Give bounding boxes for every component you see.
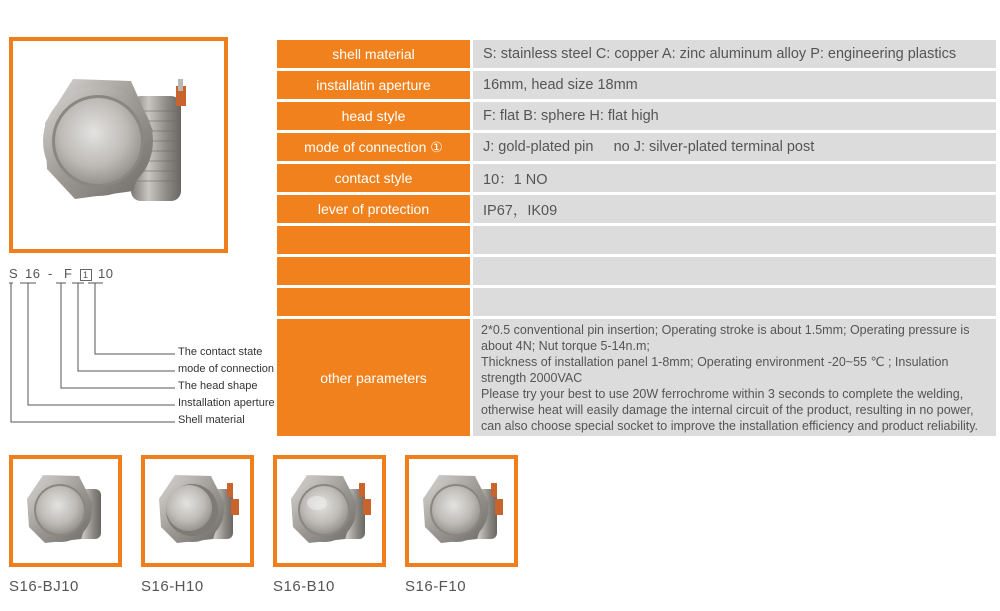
legend-head-shape: The head shape <box>178 380 258 392</box>
thumb-h10[interactable] <box>141 455 254 567</box>
pn-s: S <box>9 266 19 281</box>
spec-row <box>277 195 996 223</box>
thumb-label-f10: S16-F10 <box>405 578 467 595</box>
button-sphere-icon <box>277 459 382 563</box>
thumb-label-h10: S16-H10 <box>141 578 204 595</box>
pn-ten: 10 <box>98 266 114 281</box>
legend-connection: mode of connection <box>178 363 275 375</box>
spec-row-empty <box>277 226 996 254</box>
thumb-f10[interactable] <box>405 455 518 567</box>
pn-f: F <box>64 266 73 281</box>
spec-label: shell material <box>277 40 470 68</box>
spec-row-empty <box>277 288 996 316</box>
spec-label: contact style <box>277 164 470 192</box>
spec-value: IP67，IK09 <box>470 195 996 223</box>
spec-value: 16mm, head size 18mm <box>470 71 996 99</box>
legend-contact-state: The contact state <box>178 346 263 358</box>
spec-table <box>277 37 996 439</box>
legend-shell: Shell material <box>178 414 245 426</box>
spec-label: mode of connection ① <box>277 133 470 161</box>
pn-num: 16 <box>25 266 41 281</box>
button-flat-high-icon <box>145 459 250 563</box>
spec-row <box>277 40 996 68</box>
thumb-bj10[interactable] <box>9 455 122 567</box>
thumb-b10[interactable] <box>273 455 386 567</box>
spec-value: 10：1 NO <box>470 164 996 192</box>
spec-label-empty <box>277 226 470 254</box>
spec-row-empty <box>277 257 996 285</box>
spec-label-empty <box>277 288 470 316</box>
spec-row <box>277 71 996 99</box>
spec-label: head style <box>277 102 470 130</box>
spec-row <box>277 102 996 130</box>
other-line: 2*0.5 conventional pin insertion; Operating stroke is about 1.5mm; Operating pressure is about 4N; Nut torque 5-14n.m; <box>481 322 970 353</box>
pn-dash: - <box>48 266 53 281</box>
spec-label: installatin aperture <box>277 71 470 99</box>
spec-value-empty <box>470 257 996 285</box>
other-line: Thickness of installation panel 1-8mm; Operating environment -20~55 ℃ ; Insulation strength 2000VAC <box>481 354 949 385</box>
spec-label-empty <box>277 257 470 285</box>
other-label: other parameters <box>277 319 470 436</box>
spec-value: J: gold-plated pin no J: silver-plated terminal post <box>470 133 996 161</box>
button-flat-icon <box>13 459 118 563</box>
other-line: Please try your best to use 20W ferrochrome within 3 seconds to complete the welding, otherwise heat will easily damage the internal circuit of the product, resulting in no power, can also choose special socket to improve the installation efficiency and product reliability. <box>481 386 979 433</box>
spec-value: F: flat B: sphere H: flat high <box>470 102 996 130</box>
button-flat-icon <box>409 459 514 563</box>
thumb-label-b10: S16-B10 <box>273 578 335 595</box>
pn-box: 1 <box>80 269 92 281</box>
thumb-label-bj10: S16-BJ10 <box>9 578 79 595</box>
spec-row <box>277 133 996 161</box>
legend-aperture: Installation aperture <box>178 397 275 409</box>
spec-label: lever of protection <box>277 195 470 223</box>
spec-row <box>277 164 996 192</box>
spec-value: S: stainless steel C: copper A: zinc aluminum alloy P: engineering plastics <box>470 40 996 68</box>
spec-value-empty <box>470 288 996 316</box>
spec-row-other <box>277 319 996 436</box>
spec-value-empty <box>470 226 996 254</box>
other-value <box>470 319 996 436</box>
